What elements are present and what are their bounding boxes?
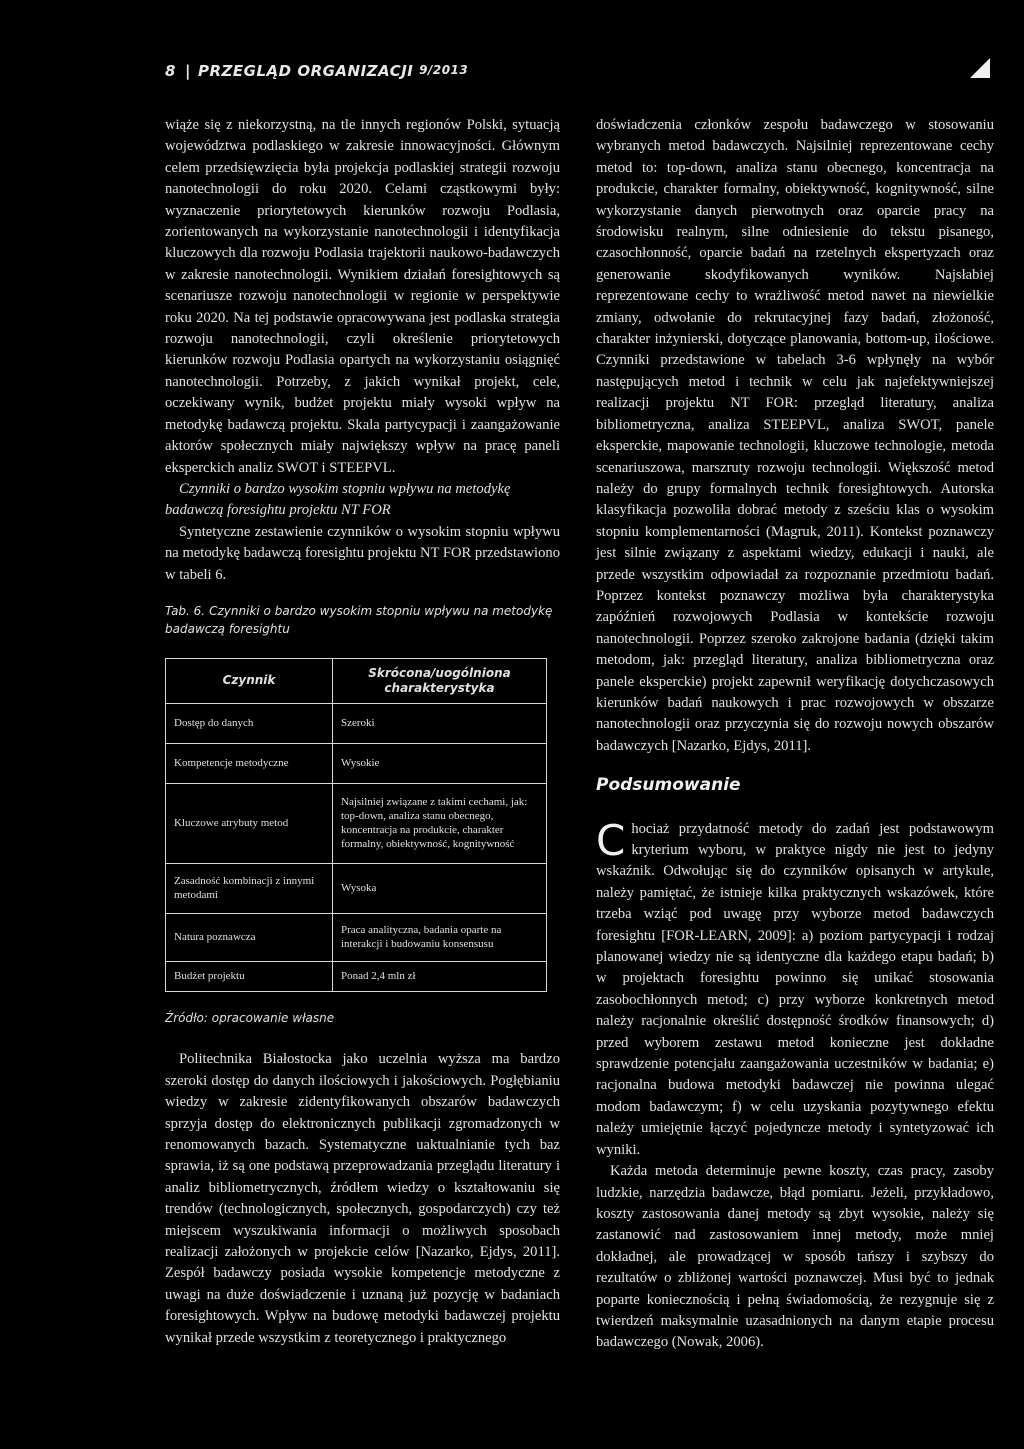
left-paragraph-2: Syntetyczne zestawienie czynników o wysokim stopniu wpływu na metodykę badawczą foresightu projektu NT FOR przedstawiono w tabeli 6.: [165, 523, 560, 583]
table-row: [166, 783, 547, 863]
left-paragraph-1: wiąże się z niekorzystną, na tle innych regionów Polski, sytuacją województwa podlaskiego w zakresie innowacyjności. Głównym celem przedsięwzięcia była projekcja podlaskiej strategii rozwoju nanotechnologii do roku 2020. Celami cząstkowymi były: wyznaczenie priorytetowych kierunków rozwoju Podlasia, zorientowanych na wykorzystanie nanotechnologii i identyfikacja kluczowych dla rozwoju Podlasia trajektorii naukowo-badawczych w zakresie nanotechnologii. Wynikiem działań foresightowych są scenariusze rozwoju nanotechnologii w regionie w perspektywie roku 2020. Na tej podstawie opracowywana jest podlaska strategia rozwoju nanotechnologii, czyli określenie priorytetowych kierunków rozwoju Podlasia opartych na wykorzystaniu osiągnięć nanotechnologii. Potrzeby, z jakich wynikał projekt, cele, oczekiwany wynik, budżet projektu miały wysoki wpływ na metodykę badawczą projektu. Skala partycypacji i zaangażowanie aktorów społecznych miały największy wpływ na pracę paneli eksperckich analiz SWOT i STEEPVL.: [165, 117, 560, 476]
table-caption-text: Czynniki o bardzo wysokim stopniu wpływu na metodykę badawczą foresightu: [165, 603, 553, 636]
table-header-row: [166, 658, 547, 703]
table-cell-factor: Natura poznawcza: [166, 913, 333, 961]
issue-number: 9/2013: [419, 63, 469, 77]
table-cell-factor: Kluczowe atrybuty metod: [166, 783, 333, 863]
factors-table: [165, 658, 547, 992]
magazine-name: PRZEGLĄD ORGANIZACJI: [198, 62, 414, 80]
table-row: [166, 913, 547, 961]
table-caption-number: Tab. 6.: [165, 603, 206, 618]
table-cell-characteristic: Praca analityczna, badania oparte na interakcji i budowaniu konsensusu: [333, 913, 547, 961]
drop-cap: C: [596, 815, 626, 865]
page-number: 8: [165, 62, 176, 80]
left-column: [165, 115, 560, 1349]
magazine-title: [198, 62, 468, 80]
table-source: Źródło: opracowanie własne: [165, 1010, 335, 1025]
table-cell-factor: Dostęp do danych: [166, 703, 333, 743]
table-cell-characteristic: Szeroki: [333, 703, 547, 743]
table-cell-factor: Budżet projektu: [166, 961, 333, 991]
table-cell-characteristic: Wysokie: [333, 743, 547, 783]
table-caption: [165, 602, 560, 638]
subheading: Czynniki o bardzo wysokim stopniu wpływu na metodykę badawczą foresightu projektu NT FOR: [165, 480, 511, 519]
column-header-factor: Czynnik: [166, 658, 333, 703]
table-cell-factor: Zasadność kombinacji z innymi metodami: [166, 863, 333, 913]
table-cell-characteristic: Najsilniej związane z takimi cechami, jak: top-down, analiza stanu obecnego, koncentracja na produkcie, charakter formalny, obiektywność, kognitywność: [333, 783, 547, 863]
right-column: [596, 115, 994, 1354]
table-row: [166, 961, 547, 991]
table-cell-characteristic: Wysoka: [333, 863, 547, 913]
table-row: [166, 863, 547, 913]
right-paragraph-2: [596, 815, 994, 1162]
right-paragraph-1: doświadczenia członków zespołu badawczego w stosowaniu wybranych metod badawczych. Najsilniej reprezentowane cechy metod to: top-down, analiza stanu obecnego, koncentracja na produkcie, charakter formalny, obiektywność, kognitywność, silne wykorzystanie danych pierwotnych oraz oparcie pracy na środowisku realnym, silne odniesienie do tekstu pisanego, czasochłonność, oparcie badań na rzetelnych ekspertyzach oraz generowanie skodyfikowanych wyników. Najsłabiej reprezentowane cechy to wrażliwość metod nawet na niewielkie zmiany, odwołanie do rekrutacyjnej fazy badań, złożoność, charakter inżynierski, dotyczące planowania, bottom-up, ilościowe. Czynniki przedstawione w tabelach 3-6 wpłynęły na wybór następujących metod i technik w celu jak najefektywniejszej realizacji projektu NT FOR: przegląd literatury, analiza bibliometryczna, analiza STEEPVL, analiza SWOT, panele eksperckie, mapowanie technologii, kluczowe technologie, metoda scenariuszowa, marszruty rozwoju technologii. Większość metod należy do grupy formalnych technik foresightowych. Autorska klasyfikacja pozwoliła dobrać metody z sześciu klas o wysokim stopniu komplementarności (Magruk, 2011). Kontekst poznawczy jest silnie związany z aspektami wiedzy, edukacji i nauki, ale przede wszystkim odpowiadał za rozpoznanie przedmiotu badań. Poprzez kontekst poznawczy możliwa była charakterystyka zapóźnień rozwojowych Podlasia w kontekście rozwoju nanotechnologii. Poprzez szeroko zakrojone badania (dzięki takim metodom, jak: przegląd literatury, analiza bibliometryczna oraz panele eksperckie) projekt zapewnił weryfikację dotychczasowych kierunków badań naukowych i prac rozwojowych w obszarze nanotechnologii oraz przyczynia się do rozwoju nowych obszarów badawczych [Nazarko, Ejdys, 2011].: [596, 117, 994, 754]
right-paragraph-3: Każda metoda determinuje pewne koszty, czas pracy, zasoby ludzkie, narzędzia badawcze, błąd pomiaru. Jeżeli, przykładowo, koszty zastosowania danej metody są zbyt wysokie, należy się zastanowić nad zastosowaniem innej metody, może mniej dokładnej, ale prowadzącej w sposób tańszy i szybszy do rezultatów o zbliżonej wartości poznawczej. Musi być to jednak poparte koniecznością i pełną świadomością, że rezygnuje się z twierdzeń maksymalnie uzasadnionych na danym etapie procesu badawczego (Nowak, 2006).: [596, 1163, 994, 1351]
table-row: [166, 703, 547, 743]
running-header: [165, 62, 990, 88]
table-cell-characteristic: Ponad 2,4 mln zł: [333, 961, 547, 991]
table-cell-factor: Kompetencje metodyczne: [166, 743, 333, 783]
corner-triangle-icon: [970, 58, 990, 78]
table-row: [166, 743, 547, 783]
column-header-characteristic: Skrócona/uogólniona charakterystyka: [333, 658, 547, 703]
left-paragraph-3: Politechnika Białostocka jako uczelnia wyższa ma bardzo szeroki dostęp do danych ilościowych i jakościowych. Pogłębianiu wiedzy w zakresie zidentyfikowanych obszarów badawczych sprzyja dostęp do elektronicznych publikacji zgromadzonych w renomowanych bazach. Systematyczne uaktualnianie tych baz sprawia, iż są one podstawą przeprowadzania przeglądu literatury i analiz bibliometrycznych, źródłem wiedzy o kształtowaniu się trendów (technologicznych, społecznych, gospodarczych) czy też miejscem wyszukiwania informacji o możliwych sposobach realizacji założonych w projekcie celów [Nazarko, Ejdys, 2011]. Zespół badawczy posiada wysokie kompetencje metodyczne z uwagi na duże doświadczenie i uznaną już pozycję w badaniach foresightowych. Wpływ na budowę metodyki badawczej projektu wynikał przede wszystkim z teoretycznego i praktycznego: [165, 1051, 560, 1346]
header-separator: |: [185, 62, 191, 80]
right-paragraph-2-text: hociaż przydatność metody do zadań jest podstawowym kryterium wyboru, w praktyce nigdy nie jest to jedyny wskaźnik. Odwołując się do czynników opisanych w artykule, należy pamiętać, że istnieje kilka praktycznych wskazówek, które trzeba wziąć pod uwagę przy wyborze metod badawczych foresightu [FOR-LEARN, 2009]: a) poziom partycypacji i rodzaj planowanej wiedzy nie są identyczne dla każdego etapu badań; b) w projektach foresightu powinno się unikać stosowania zasobochłonnych metod; c) przy wyborze konkretnych metod należy racjonalnie określić dostępność środków finansowych; d) przed wyborem zestawu metod konieczne jest dokładne sprawdzenie potencjału zaangażowania uczestników w badania; e) racjonalna budowa metodyki badawczej nie powinna ulegać modom badawczym; f) w celu uzyskania pozytywnego efektu należy umiejętnie łączyć pojedyncze metody i syntetyzować ich wyniki.: [596, 820, 994, 1158]
section-title: Podsumowanie: [596, 775, 741, 796]
